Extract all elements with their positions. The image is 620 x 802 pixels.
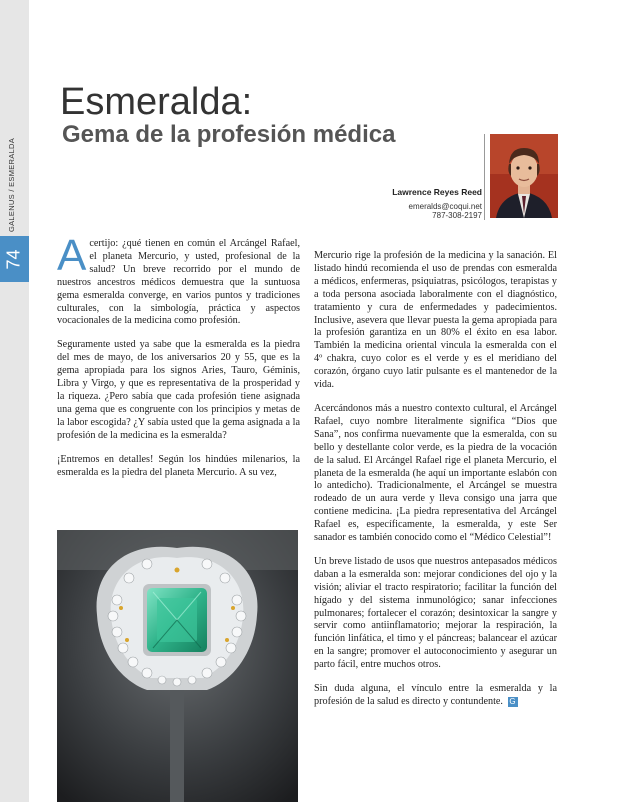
drop-cap: A	[57, 231, 87, 280]
paragraph: Acercándonos más a nuestro contexto cultural, el Arcángel Rafael, cuyo nombre literalmente significa “Dios que Sana”, nos confirma nuevamente que la esmeralda, con su bello y destellante color verde, es la piedra de la vocación de la salud. El Arcángel Rafael rige el planeta Mercurio, el planeta de la esmeralda (he aquí un importante eslabón con lo antedicho). Tradicionalmente, el Arcángel se muestra rodeado de un aura verde y lleva consigo una jarra que contiene medicina. ¡La piedra representativa del Arcángel Rafael es, específicamente, la esmeralda, y este Ser sanador es también conocido como el “Médico Celestial”!	[314, 402, 557, 544]
paragraph: Un breve listado de usos que nuestros antepasados médicos daban a la esmeralda son: mejorar condiciones del ojo y la visión; aliviar el tracto respiratorio; facilitar la función del hígado y del sistema inmunológico; sanar infecciones pulmonares; fortalecer el corazón; desintoxicar la sangre y servir como antiinflamatorio; mejorar la respiración, la función linfática, el timo y el páncreas; balancear el azúcar en la sangre; promover el autoconocimiento y asegurar un parto fácil, entre muchos otros.	[314, 555, 557, 671]
article-column-right	[314, 250, 557, 720]
end-mark-icon: G	[509, 696, 516, 706]
emerald-brooch-photo	[57, 530, 298, 802]
paragraph-closing: Sin duda alguna, el vínculo entre la esmeralda y la profesión de la salud es directo y contundente. G	[314, 683, 557, 707]
divider-line	[484, 134, 485, 220]
paragraph-intro: Acertijo: ¿qué tienen en común el Arcángel Rafael, el planeta Mercurio, y usted, profesional de la salud? Un breve recorrido por el mundo de nuestros ancestros médicos demuestra que la suntuosa gema esmeralda converge, en varios puntos y tradiciones culturales, con la simbología, práctica y aspectos vocacionales de la medicina como profesión.	[57, 231, 300, 327]
author-email: emeralds@coqui.net	[408, 202, 482, 211]
author-portrait	[490, 134, 558, 218]
paragraph: ¡Entremos en detalles! Según los hindúes milenarios, la esmeralda es la piedra del planeta Mercurio. A su vez,	[57, 453, 300, 478]
article-subtitle: Gema de la profesión médica	[62, 121, 396, 148]
paragraph: Mercurio rige la profesión de la medicina y la sanación. El listado hindú recomienda el uso de prendas con esmeralda a médicos, enfermeras, psiquiatras, psicólogos, terapistas y a toda persona asociada laboralmente con el diagnóstico, tratamiento y cura de enfermedades y padecimientos. Inclusive, asevera que llevar puesta la gema apropiada para la profesión garantiza en un 80% el éxito en esa labor. También la medicina oriental vincula la esmeralda con el 4º chakra, cuyo color es el verde y es el meridiano del corazón, órgano cuyo latir pulsante es el mantenedor de la vida.	[314, 250, 557, 391]
paragraph: Seguramente usted ya sabe que la esmeralda es la piedra del mes de mayo, de los aniversarios 20 y 55, que es la gema apropiada para los signos Aries, Tauro, Géminis, Libra y Virgo, y que es representativa de la prosperidad y la riqueza. ¿Pero sabía que cada profesión tiene asignada una gema que es congruente con los principios y metas de la labor escogida? ¿Y sabía usted que la gema asignada a la profesión de la medicina es la esmeralda?	[57, 339, 300, 441]
article-title: Esmeralda:	[60, 81, 253, 123]
article-column-left	[57, 231, 300, 490]
author-phone: 787-308-2197	[432, 211, 482, 220]
page-side-bar	[0, 0, 29, 802]
page-number: 74	[0, 236, 29, 282]
author-name: Lawrence Reyes Reed	[392, 187, 482, 197]
